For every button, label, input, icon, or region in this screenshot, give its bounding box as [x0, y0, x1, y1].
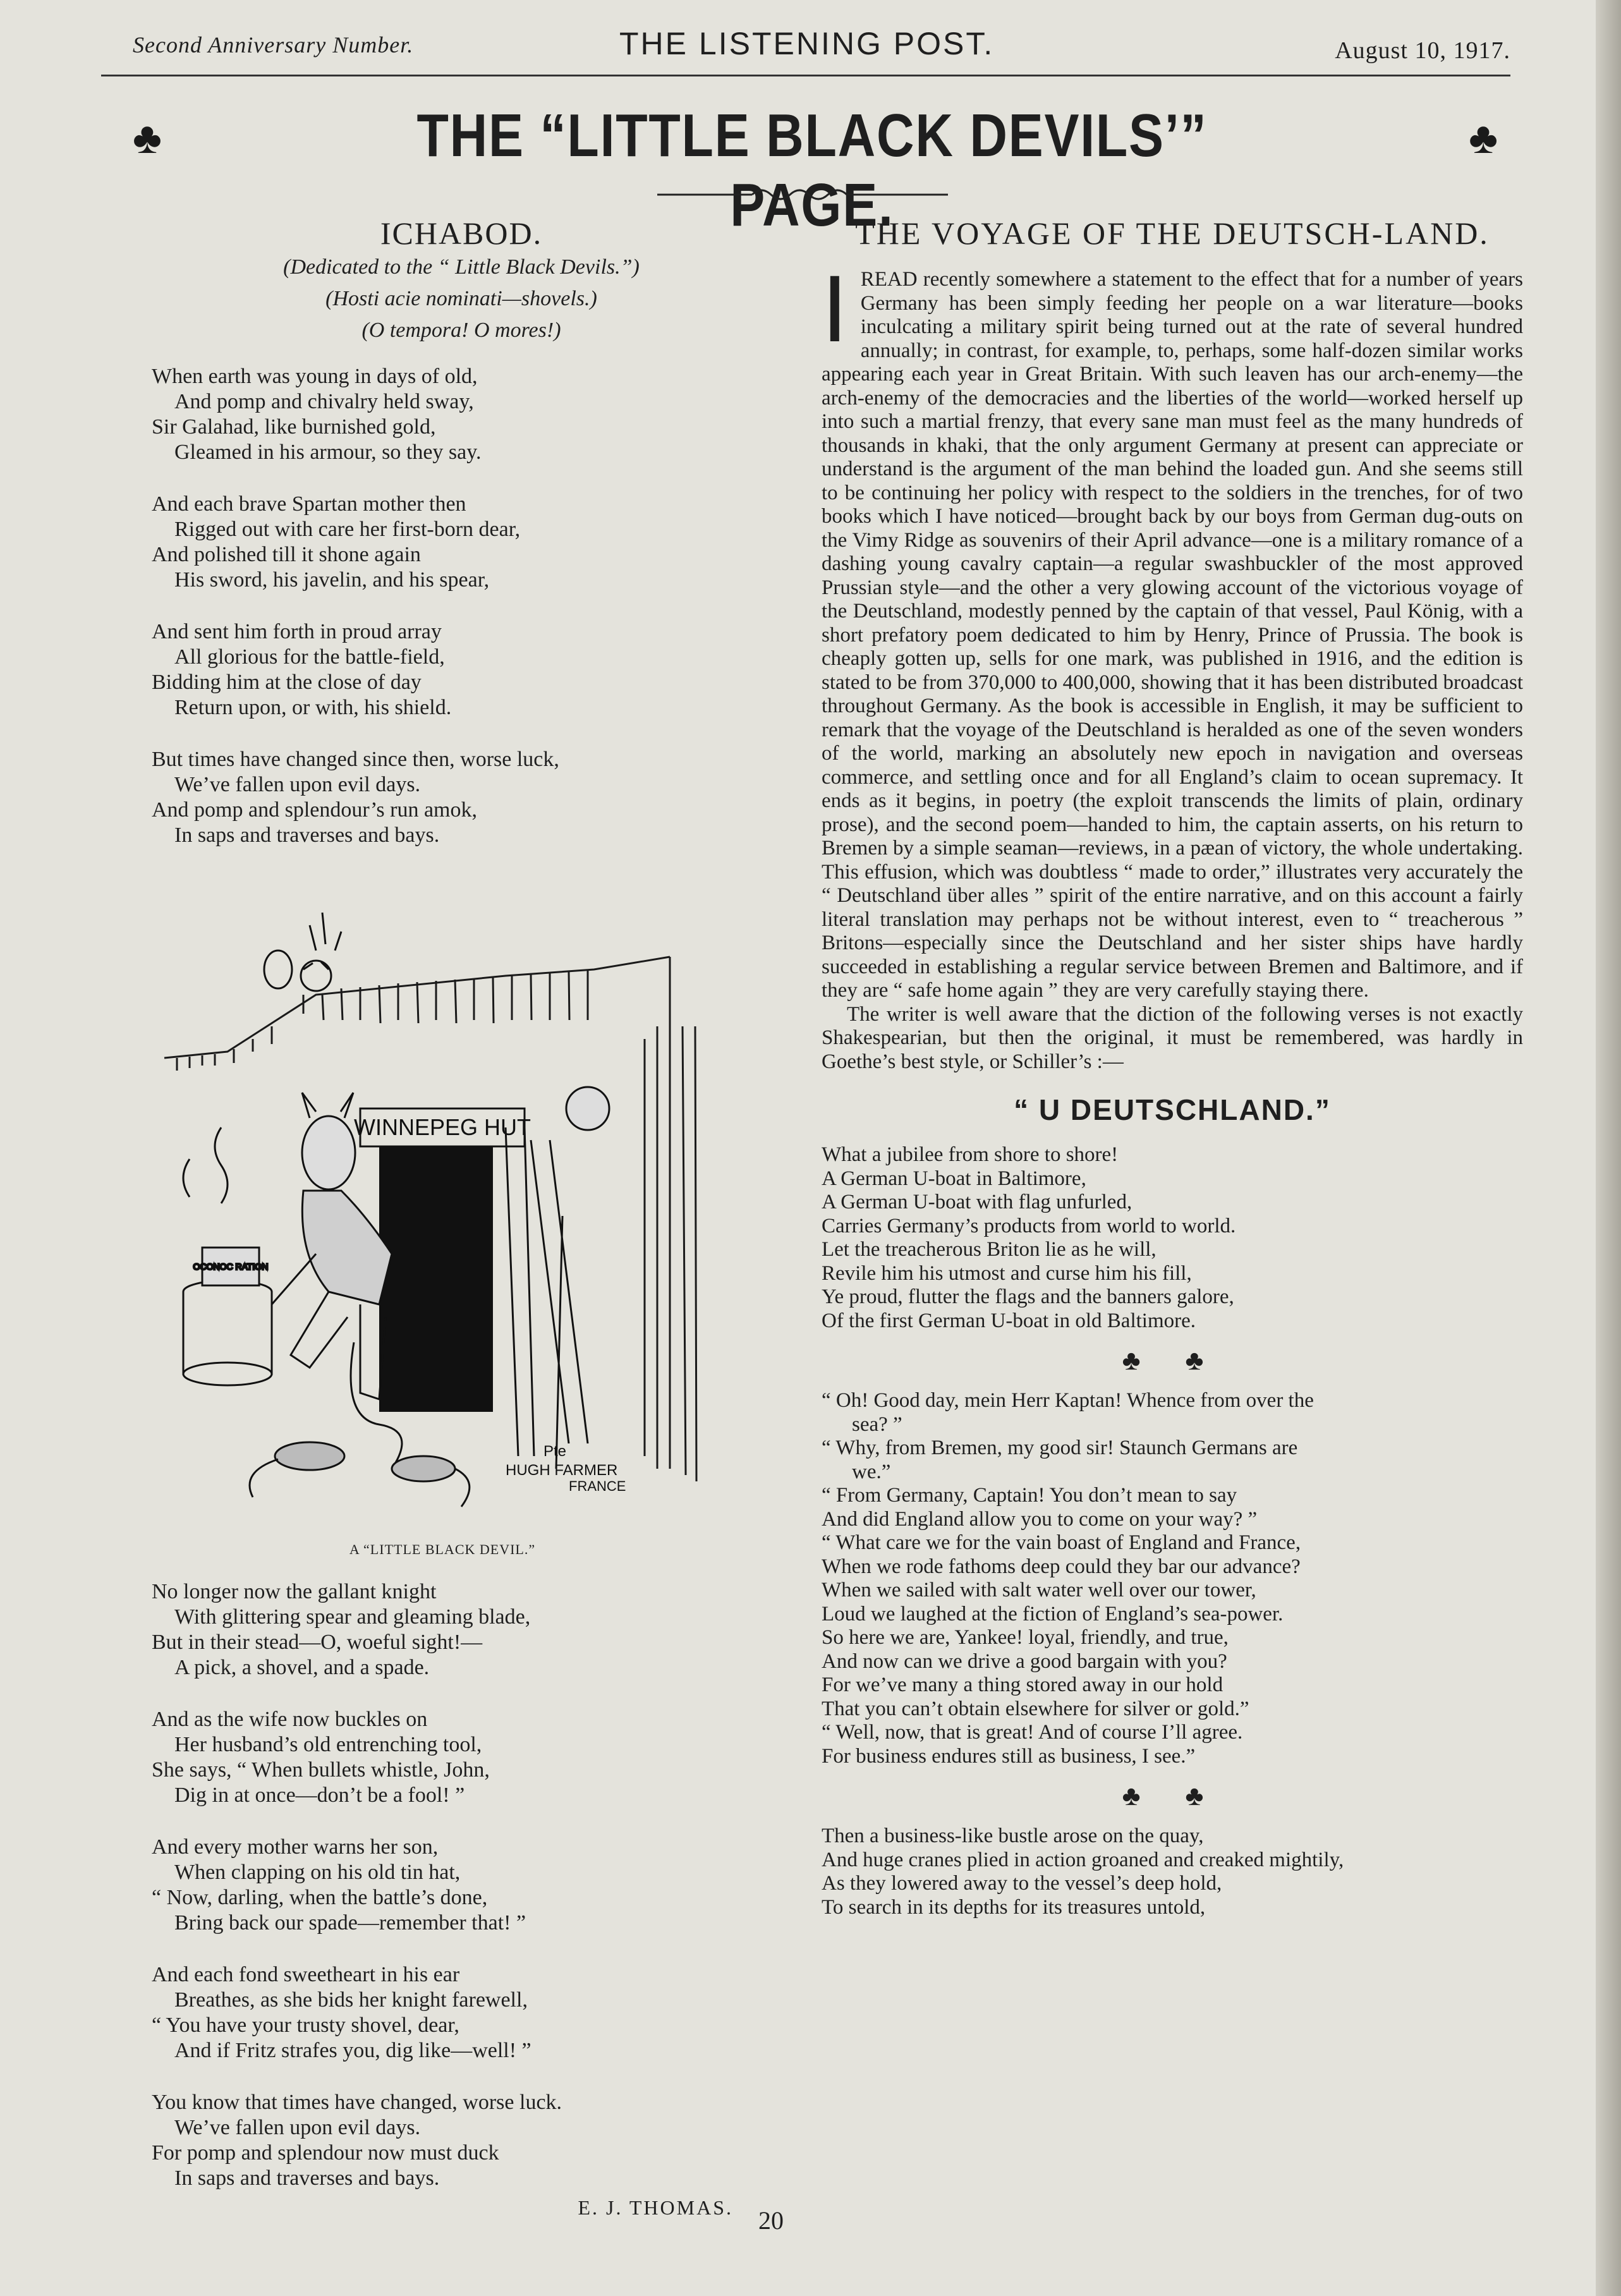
clover-ornament-icon: ♣	[1469, 114, 1498, 163]
verse-line: With glittering spear and gleaming blade,	[174, 1605, 531, 1629]
paragraph-text: READ recently somewhere a statement to the effect that for a number of years Germany has been simply feeding her people on a war literature—books inculcating a military spirit being turned out at the rate of several hundred annually; in contrast, for example, to, perhaps, some half-dozen similar works appearing each year in Great Britain. With such leaven has our arch-enemy—the arch-enemy of the democracies and the liberties of the world—worked herself up into such a martial frenzy, that every sane man must feel as the many hundreds of thousands in khaki, that the only argument Germany at present can appreciate or understand is the argument of the man behind the loaded gun. And she seems still to be continuing her policy with respect to the soldiers in the trenches, for of two books which I have noticed—brought back by our boys from German dug-outs on the Vimy Ridge as souvenirs of their April advance—one is a military romance of a dashing young cavalry captain—a regular swashbuckler of the most approved Prussian style—and the other a very glowing account of the victorious voyage of the Deutschland, modestly penned by the captain of that vessel, Paul König, with a short prefatory poem dedicated to him by Henry, Prince of Prussia. The book is cheaply gotten up, sells for one mark, was published in 1916, and the edition is stated to be from 370,000 to 400,000, showing that it has been distributed broadcast throughout Germany. As the book is accessible in English, it may be sufficient to remark that the voyage of the Deutschland is heralded as one of the seven wonders of the world, marking an absolutely new epoch in navigation and overseas commerce, and settling once and for all England’s claim to ocean supremacy. It ends as it begins, in poetry (the exploit transcends the limits of plain, ordinary prose), and the second poem—handed to him, the captain asserts, on his return to Bremen by a simple seaman—reviews, in a pæan of victory, the whole undertaking. This effusion, which was doubtless “ made to order,” illustrates very accurately the “ Deutschland über alles ” spirit of the entire narrative, and on this account a fairly literal translation may perhaps not be without interest, even to “ treacherous ” Britons—especially since the Deutschland and her sister ships have hardly succeeded in establishing a regular service between Bremen and Baltimore, and if they are “ safe home again ” they are very carefully staying there.	[822, 268, 1523, 1002]
artist-signature	[506, 1443, 626, 1494]
verse-line: In saps and traverses and bays.	[174, 2166, 440, 2190]
verse-line: A pick, a shovel, and a spade.	[174, 1656, 430, 1679]
verse-line: we.”	[852, 1460, 891, 1483]
verse-line: “ Oh! Good day, mein Herr Kaptan! Whence from over the	[822, 1389, 1314, 1412]
illustration-caption: A “LITTLE BLACK DEVIL.”	[349, 1541, 536, 1557]
running-head	[101, 25, 1510, 76]
article-paragraph	[822, 255, 1523, 1003]
verse-line: All glorious for the battle-field,	[174, 645, 445, 669]
verse-line: Her husband’s old entrenching tool,	[174, 1733, 482, 1756]
verse-line: And now can we drive a good bargain with you?	[822, 1649, 1227, 1673]
verse-line: When we rode fathoms deep could they bar our advance?	[822, 1555, 1301, 1578]
verse-line: We’ve fallen upon evil days.	[174, 773, 421, 796]
verse-line: As they lowered away to the vessel’s deep hold,	[822, 1872, 1222, 1895]
stanza	[152, 492, 733, 593]
dedication: (O tempora! O mores!)	[361, 319, 561, 342]
verse-line: And did England allow you to come on your way? ”	[822, 1507, 1258, 1531]
verse-line: Ye proud, flutter the flags and the banners galore,	[822, 1285, 1234, 1308]
verse-line: Bring back our spade—remember that! ”	[174, 1911, 526, 1935]
header-rule	[101, 75, 1510, 76]
verse-line: But in their stead—O, woeful sight!—	[152, 1631, 483, 1654]
verse-line: Let the treacherous Briton lie as he will,	[822, 1238, 1157, 1261]
verse-line: We’ve fallen upon evil days.	[174, 2116, 421, 2139]
stove	[183, 1127, 272, 1385]
verse-line: Rigged out with care her first-born dear,	[174, 518, 521, 541]
poem-author: E. J. THOMAS.	[578, 2196, 733, 2219]
stanza	[152, 1707, 733, 1808]
verse-line: And polished till it shone again	[152, 543, 421, 566]
stanza	[152, 2090, 733, 2191]
verse-line: His sword, his javelin, and his spear,	[174, 568, 490, 592]
verse-line: That you can’t obtain elsewhere for silver or gold.”	[822, 1697, 1249, 1720]
stanza	[152, 1962, 733, 2063]
dedication: (Hosti acie nominati—shovels.)	[325, 287, 597, 310]
verse-line: And huge cranes plied in action groaned and creaked mightily,	[822, 1848, 1344, 1871]
verse-line: “ What care we for the vain boast of England and France,	[822, 1531, 1301, 1554]
verse-block-3	[822, 1825, 1523, 1919]
verse-line: To search in its depths for its treasures untold,	[822, 1895, 1206, 1919]
peeking-soldier-head	[264, 913, 341, 991]
verse-line: But times have changed since then, worse luck,	[152, 748, 559, 771]
title-flourish	[657, 183, 948, 202]
verse-line: Dig in at once—don’t be a fool! ”	[174, 1783, 465, 1807]
verse-line: Breathes, as she bids her knight farewell,	[174, 1988, 528, 2012]
verse-line: You know that times have changed, worse luck.	[152, 2091, 562, 2114]
verse-line: Sir Galahad, like burnished gold,	[152, 415, 436, 439]
article-title: THE VOYAGE OF THE DEUTSCH-LAND.	[855, 216, 1490, 251]
stanza	[152, 747, 733, 848]
verse-line: No longer now the gallant knight	[152, 1580, 437, 1603]
hut-doorway	[379, 1146, 493, 1412]
verse-line: And each fond sweetheart in his ear	[152, 1963, 460, 1986]
verse-line: Loud we laughed at the fiction of England’s sea-power.	[822, 1602, 1284, 1625]
drop-cap: I	[822, 255, 848, 361]
stanza	[152, 1835, 733, 1936]
verse-line: Return upon, or with, his shield.	[174, 696, 452, 719]
verse-line: When clapping on his old tin hat,	[174, 1861, 461, 1884]
verse-line: And if Fritz strafes you, dig like—well! ”	[174, 2039, 531, 2062]
rats	[250, 1442, 470, 1507]
signature-rank: Pte	[543, 1443, 567, 1460]
verse-line: Of the first German U-boat in old Baltimore.	[822, 1309, 1196, 1332]
stanza	[152, 364, 733, 465]
publication-title: THE LISTENING POST.	[619, 26, 995, 61]
ration-tin-label: OCONOC RATION	[193, 1261, 269, 1272]
verse-line: “ You have your trusty shovel, dear,	[152, 2014, 459, 2037]
verse-line: For pomp and splendour now must duck	[152, 2141, 499, 2165]
hut-sign: WINNEPEG HUT	[353, 1114, 531, 1140]
stanza	[152, 1579, 733, 1680]
poem-top	[152, 364, 733, 848]
poem-bottom	[152, 1579, 733, 2220]
verse-line: In saps and traverses and bays.	[174, 823, 440, 847]
verse-line: Gleamed in his armour, so they say.	[174, 440, 482, 464]
article-paragraph: The writer is well aware that the diction of the following verses is not exactly Shakespearian, but then the original, it must be remembered, was hardly in Goethe’s best style, or Schiller’s :—	[822, 1002, 1523, 1073]
dedication: (Dedicated to the “ Little Black Devils.”)	[283, 255, 640, 279]
section-divider-icon: ♣ ♣	[1122, 1345, 1223, 1376]
verse-line: A German U-boat with flag unfurled,	[822, 1191, 1132, 1213]
verse-line: “ Why, from Bremen, my good sir! Staunch Germans are	[822, 1437, 1298, 1459]
verse-line: “ Now, darling, when the battle’s done,	[152, 1886, 488, 1909]
verse-line: Carries Germany’s products from world to world.	[822, 1214, 1236, 1237]
verse-line: sea? ”	[852, 1412, 902, 1436]
verse-line: Then a business-like bustle arose on the quay,	[822, 1825, 1204, 1847]
verse-line: So here we are, Yankee! loyal, friendly, and true,	[822, 1626, 1229, 1649]
verse-line: For we’ve many a thing stored away in our hold	[822, 1673, 1223, 1696]
cartoon-illustration	[152, 900, 733, 1532]
poem-title: ICHABOD.	[380, 216, 543, 251]
section-divider-icon: ♣ ♣	[1122, 1780, 1223, 1811]
verse-line: A German U-boat in Baltimore,	[822, 1167, 1086, 1190]
verse-line: And every mother warns her son,	[152, 1835, 439, 1859]
verse-line: When earth was young in days of old,	[152, 365, 478, 388]
verse-line: And sent him forth in proud array	[152, 620, 442, 643]
verse-line: When we sailed with salt water well over our tower,	[822, 1579, 1256, 1601]
signature-name: HUGH FARMER	[506, 1462, 618, 1479]
stanza	[152, 619, 733, 720]
verse-line: And as the wife now buckles on	[152, 1708, 428, 1731]
verse-line: She says, “ When bullets whistle, John,	[152, 1758, 490, 1782]
right-column	[822, 215, 1523, 1919]
verse-line: “ Well, now, that is great! And of course I’ll agree.	[822, 1721, 1243, 1744]
left-column	[152, 215, 733, 2220]
verse-line: Bidding him at the close of day	[152, 671, 422, 694]
verse-block-1	[822, 1143, 1523, 1333]
page-title: THE “LITTLE BLACK DEVILS’” PAGE.	[416, 102, 1208, 239]
verse-line: And each brave Spartan mother then	[152, 492, 466, 516]
verse-line: What a jubilee from shore to shore!	[822, 1143, 1119, 1166]
page-number: 20	[758, 2206, 784, 2235]
verse-line: And pomp and chivalry held sway,	[174, 390, 474, 413]
issue-label: Second Anniversary Number.	[133, 32, 414, 58]
embedded-poem-title: “ U DEUTSCHLAND.”	[1014, 1093, 1331, 1126]
page-edge	[1596, 0, 1621, 2296]
verse-block-2	[822, 1389, 1523, 1768]
verse-line: “ From Germany, Captain! You don’t mean to say	[822, 1484, 1237, 1507]
article-body	[822, 255, 1523, 1074]
verse-line: For business endures still as business, I see.”	[822, 1744, 1196, 1768]
issue-date: August 10, 1917.	[1335, 37, 1510, 64]
clover-ornament-icon: ♣	[133, 114, 162, 163]
verse-line: And pomp and splendour’s run amok,	[152, 798, 477, 822]
signature-place: FRANCE	[569, 1478, 626, 1494]
verse-line: Revile him his utmost and curse him his fill,	[822, 1261, 1192, 1285]
